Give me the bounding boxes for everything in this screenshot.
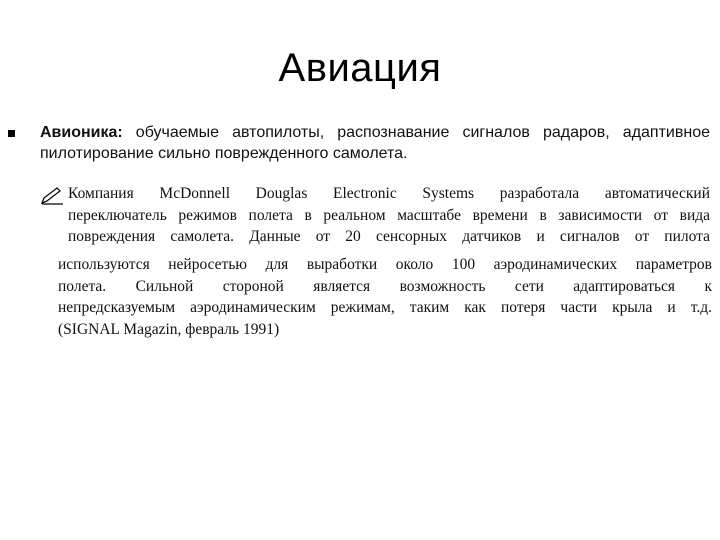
cont-line: используются нейросетью для выработки около 100 аэродинамических параметров [58, 256, 712, 273]
citation: (SIGNAL Magazin, февраль 1991) [58, 320, 280, 338]
slide-title: Авиация [278, 46, 442, 90]
continuation-paragraph [58, 254, 712, 340]
sub-line: переключатель режимов полета в реальном масштабе времени в зависимости от вида [68, 206, 710, 224]
bullet-lead: Авионика: [40, 124, 123, 141]
bullet-text: обучаемые автопилоты, распознавание сигналов радаров, адаптивное пилотирование сильно поврежденного самолета. [40, 124, 710, 162]
sub-paragraph [68, 183, 710, 248]
bullet-avionics [40, 122, 710, 164]
pencil-icon [40, 187, 64, 205]
sub-line: Компания McDonnell Douglas Electronic Systems разработала автоматический [68, 185, 710, 202]
sub-line: повреждения самолета. Данные от 20 сенсорных датчиков и сигналов от пилота [68, 228, 710, 245]
cont-line: полета. Сильной стороной является возможность сети адаптироваться к [58, 277, 712, 295]
cont-line: непредсказуемым аэродинамическим режимам, таким как потеря части крыла и т.д. [58, 299, 712, 316]
square-bullet-icon [8, 130, 15, 137]
